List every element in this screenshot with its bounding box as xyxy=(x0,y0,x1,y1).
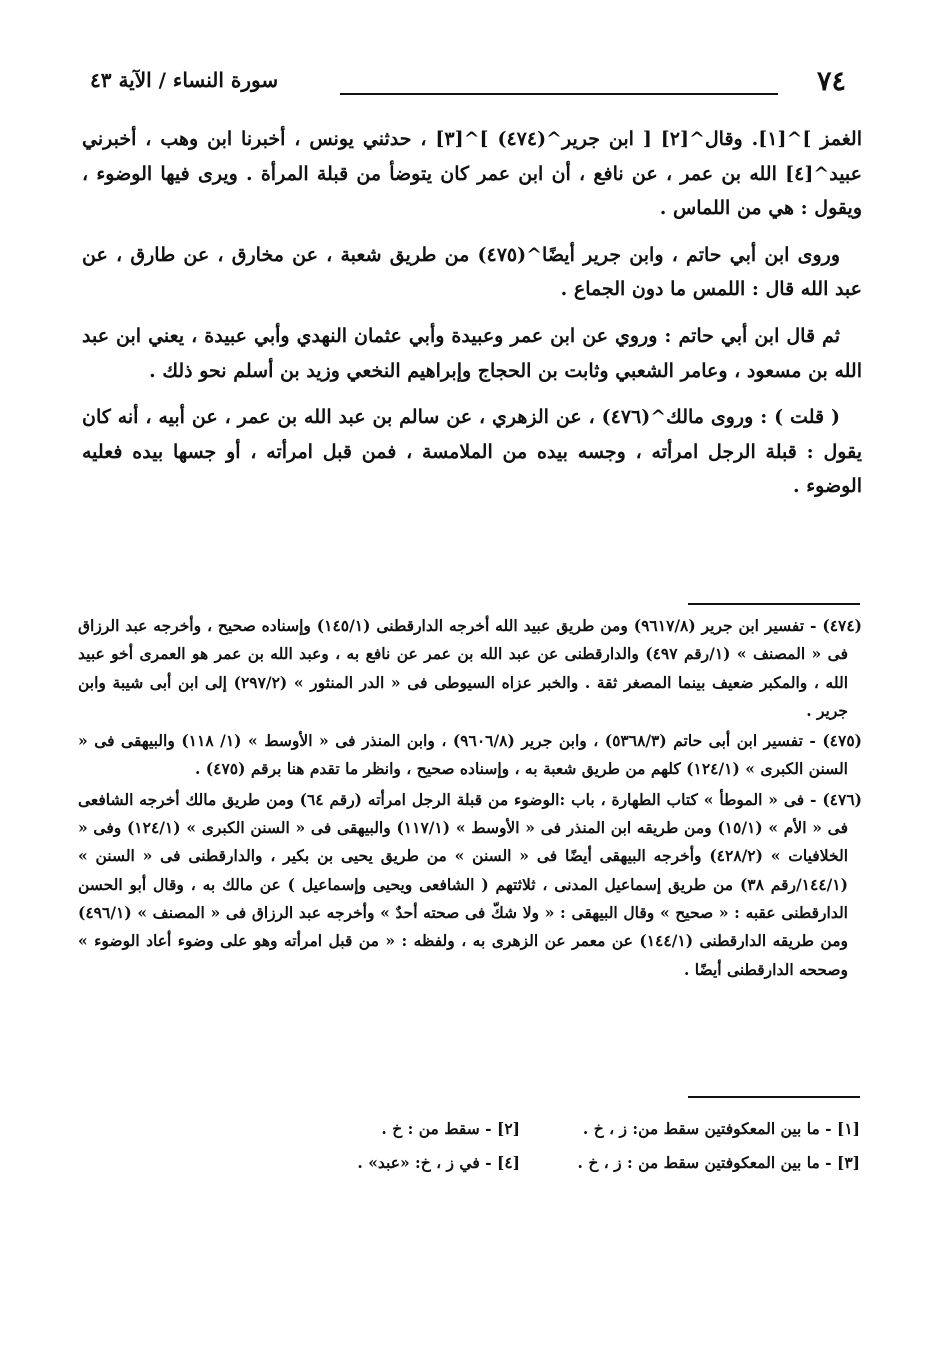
body-paragraph: ثم قال ابن أبي حاتم : وروي عن ابن عمر وعبيدة وأبي عثمان النهدي وأبي عبيدة ، يعني ابن عبد الله بن مسعود ، وعامر الشعبي وثابت بن الحجاج وإبراهيم النخعي وزيد بن أسلم نحو ذلك . xyxy=(82,324,862,382)
body-paragraph: ( قلت ) : وروى مالك^(٤٧٦) ، عن الزهري ، عن سالم بن عبد الله بن عمر ، عن أبيه ، أنه كان يقول : قبلة الرجل امرأته ، وجسه بيده من الملامسة ، فمن قبل امرأته ، أو جسها بيده فعليه الوضوء . xyxy=(82,406,862,498)
footnote-separator xyxy=(688,603,860,605)
edit-notes xyxy=(160,1112,860,1180)
running-title: سورة النساء / الآية ٤٣ xyxy=(90,68,279,92)
edit-note: [٤] - في ز ، خ: «عبد» . xyxy=(357,1153,520,1172)
edit-note: [١] - ما بين المعكوفتين سقط من: ز ، خ . xyxy=(582,1119,860,1138)
header-rule xyxy=(340,93,778,95)
main-text xyxy=(82,122,862,516)
page-header xyxy=(90,66,846,102)
edit-notes-row xyxy=(160,1146,860,1180)
edit-notes-row xyxy=(160,1112,860,1146)
footnote: (٤٧٥) - تفسير ابن أبى حاتم (٥٣٦٨/٣) ، وابن جرير (٩٦٠٦/٨) ، وابن المنذر فى « الأوسط » (١/ ١١٨) والبيهقى فى « السنن الكبرى » (١٢٤/١) كلهم من طريق شعبة به ، وإسناده صحيح ، وانظر ما تقدم هنا برقم (٤٧٥) . xyxy=(78,731,862,779)
body-paragraph: وروى ابن أبي حاتم ، وابن جرير أيضًا^(٤٧٥) من طريق شعبة ، عن مخارق ، عن طارق ، عن عبد الله قال : اللمس ما دون الجماع . xyxy=(82,243,862,301)
footnotes xyxy=(78,612,862,986)
footnote: (٤٧٤) - تفسير ابن جرير (٩٦١٧/٨) ومن طريق عبيد الله أخرجه الدارقطنى (١٤٥/١) وإسناده صحيح ، وأخرجه عبد الرزاق فى « المصنف » (١/رقم ٤٩٧) والدارقطنى عن عبد الله بن عمر عن نافع به ، وعبد الله بن عمر هو العمرى أخو عبيد الله ، والمكبر ضعيف بينما المصغر ثقة . والخبر عزاه السيوطى فى « الدر المنثور » (٢٩٧/٢) إلى ابن أبى شيبة وابن جرير . xyxy=(78,616,863,720)
body-paragraph: الغمز ]^[١]. وقال^[٢] [ ابن جرير^(٤٧٤) ]^[٣] ، حدثني يونس ، أخبرنا ابن وهب ، أخبرني عبيد^[٤] الله بن عمر ، عن نافع ، أن ابن عمر كان يتوضأ من قبلة المرأة . ويرى فيها الوضوء ، ويقول : هي من اللماس . xyxy=(82,128,863,220)
edit-note: [٢] - سقط من : خ . xyxy=(381,1119,520,1138)
footnote: (٤٧٦) - فى « الموطأ » كتاب الطهارة ، باب :الوضوء من قبلة الرجل امرأته (رقم ٦٤) ومن طريق مالك أخرجه الشافعى فى « الأم » (١٥/١) ومن طريقه ابن المنذر فى « الأوسط » (١١٧/١) والبيهقى فى « السنن الكبرى » (١٢٤/١) وفى « الخلافيات » (٤٢٨/٢) وأخرجه البيهقى أيضًا فى « السنن » من طريق يحيى بن بكير ، والدارقطنى فى « السنن » (١٤٤/١/رقم ٣٨) من طريق إسماعيل المدنى ، ثلاثتهم ( الشافعى ويحيى وإسماعيل ) عن مالك به ، وقال أبو الحسن الدارقطنى عقبه : « صحيح » وقال البيهقى : « ولا شكّ فى صحته أحدٌ » وأخرجه عبد الرزاق فى « المصنف » (٤٩٦/١) ومن طريقه الدارقطنى (١٤٤/١) عن معمر عن الزهرى به ، ولفظه : « من قبل امرأته وهو على وضوء أعاد الوضوء » وصححه الدارقطنى أيضًا . xyxy=(78,789,862,979)
edit-notes-separator xyxy=(688,1096,860,1098)
edit-note: [٣] - ما بين المعكوفتين سقط من : ز ، خ . xyxy=(577,1153,860,1172)
page-number: ٧٤ xyxy=(816,66,846,97)
